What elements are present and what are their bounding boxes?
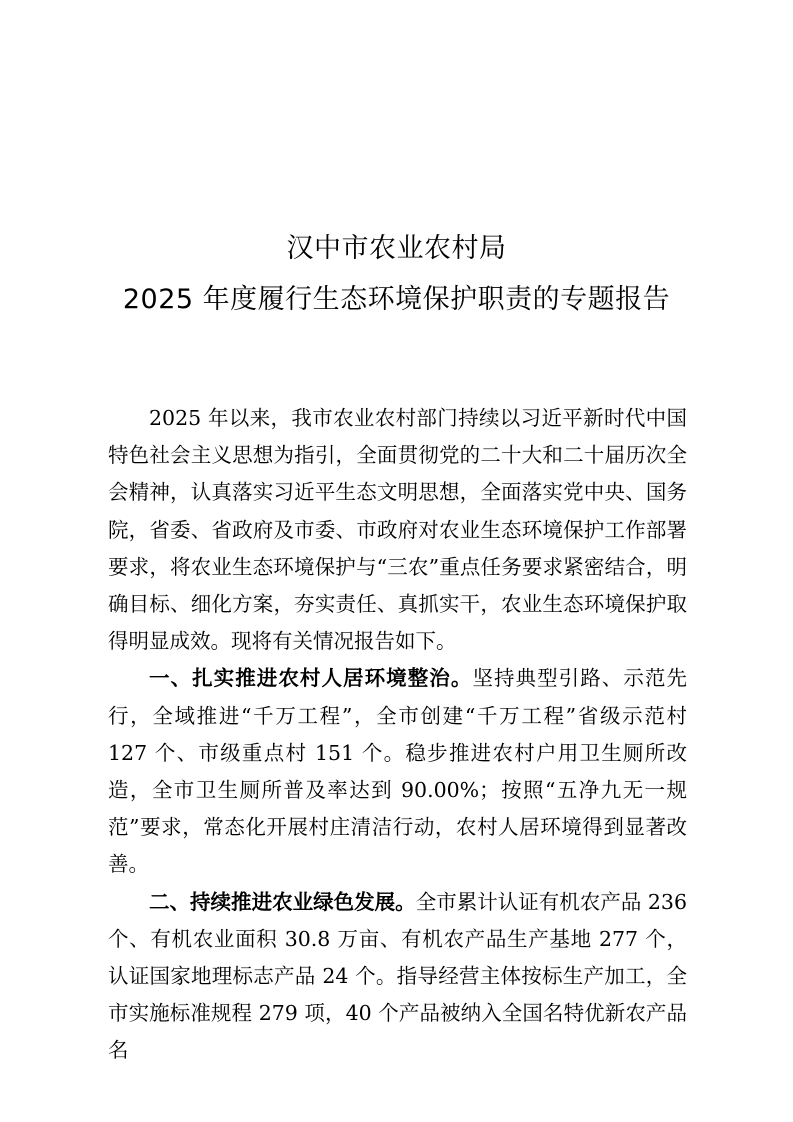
section-2-text: 全市累计认证有机农产品 236 个、有机农业面积 30.8 万亩、有机农产品生产基地 277 个，认证国家地理标志产品 24 个。指导经营主体按标生产加工，全市实施标准规程 279 项，40 个产品被纳入全国名特优新农产品名 <box>108 889 687 1063</box>
paragraph-intro-text: 2025 年以来，我市农业农村部门持续以习近平新时代中国特色社会主义思想为指引，全面贯彻党的二十大和二十届历次全会精神，认真落实习近平生态文明思想，全面落实党中央、国务院，省委、省政府及市委、市政府对农业生态环境保护工作部署要求，将农业生态环境保护与“三农”重点任务要求紧密结合，明确目标、细化方案，夯实责任、真抓实干，农业生态环境保护取得明显成效。现将有关情况报告如下。 <box>108 406 687 654</box>
paragraph-section-1 <box>108 660 687 883</box>
document-title-line-1: 汉中市农业农村局 <box>286 233 507 264</box>
paragraph-section-2 <box>108 884 687 1070</box>
section-1-heading: 一、扎实推进农村人居环境整治。 <box>149 666 473 691</box>
paragraph-intro <box>108 400 687 660</box>
document-body <box>108 400 687 1070</box>
document-title-line-2: 2025 年度履行生态环境保护职责的专题报告 <box>122 284 671 315</box>
section-1-text: 坚持典型引路、示范先行，全域推进“千万工程”，全市创建“千万工程”省级示范村 127 个、市级重点村 151 个。稳步推进农村户用卫生厕所改造，全市卫生厕所普及率达到 90.00%；按照“五净九无一规范”要求，常态化开展村庄清洁行动，农村人居环境得到显著改善。 <box>108 666 687 877</box>
section-2-heading: 二、持续推进农业绿色发展。 <box>149 889 416 914</box>
